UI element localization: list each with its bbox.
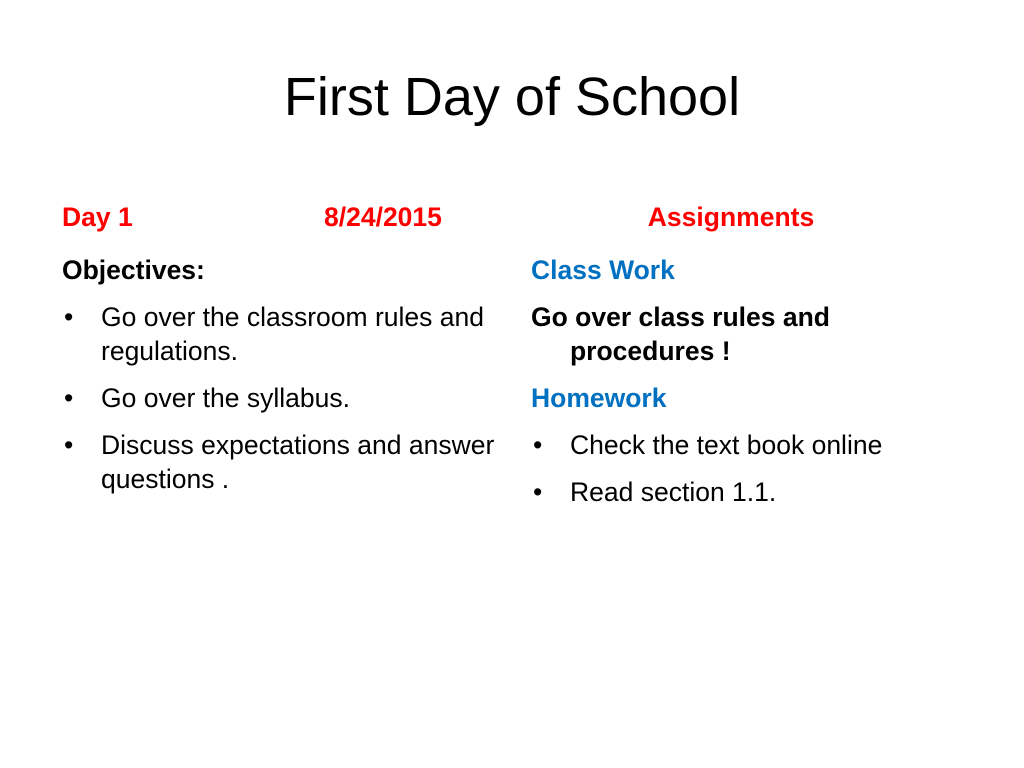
homework-text: Check the text book online	[570, 430, 883, 460]
bullet-icon: •	[64, 383, 74, 413]
list-item	[531, 428, 971, 462]
list-item	[62, 300, 502, 368]
day-label: Day 1	[62, 202, 133, 232]
assignments-heading: Assignments	[647, 202, 815, 232]
classwork-text: Go over class rules and procedures !	[531, 302, 830, 366]
list-item	[62, 428, 502, 496]
homework-list	[531, 428, 971, 509]
classwork-label: Class Work	[531, 255, 675, 285]
slide-title: First Day of School	[283, 67, 741, 127]
objectives-list	[62, 300, 502, 496]
left-column	[62, 200, 502, 496]
homework-text: Read section 1.1.	[570, 477, 777, 507]
list-item	[531, 475, 971, 509]
bullet-icon: •	[533, 477, 543, 507]
day-header	[62, 200, 502, 240]
right-column	[531, 200, 971, 509]
date-label: 8/24/2015	[324, 202, 442, 232]
objective-text: Go over the classroom rules and regulations.	[101, 302, 484, 366]
objective-text: Go over the syllabus.	[101, 383, 350, 413]
objectives-label: Objectives:	[62, 255, 205, 285]
list-item	[62, 381, 502, 415]
objective-text: Discuss expectations and answer questions .	[101, 430, 495, 494]
homework-label: Homework	[531, 383, 667, 413]
bullet-icon: •	[533, 430, 543, 460]
bullet-icon: •	[64, 430, 74, 460]
bullet-icon: •	[64, 302, 74, 332]
